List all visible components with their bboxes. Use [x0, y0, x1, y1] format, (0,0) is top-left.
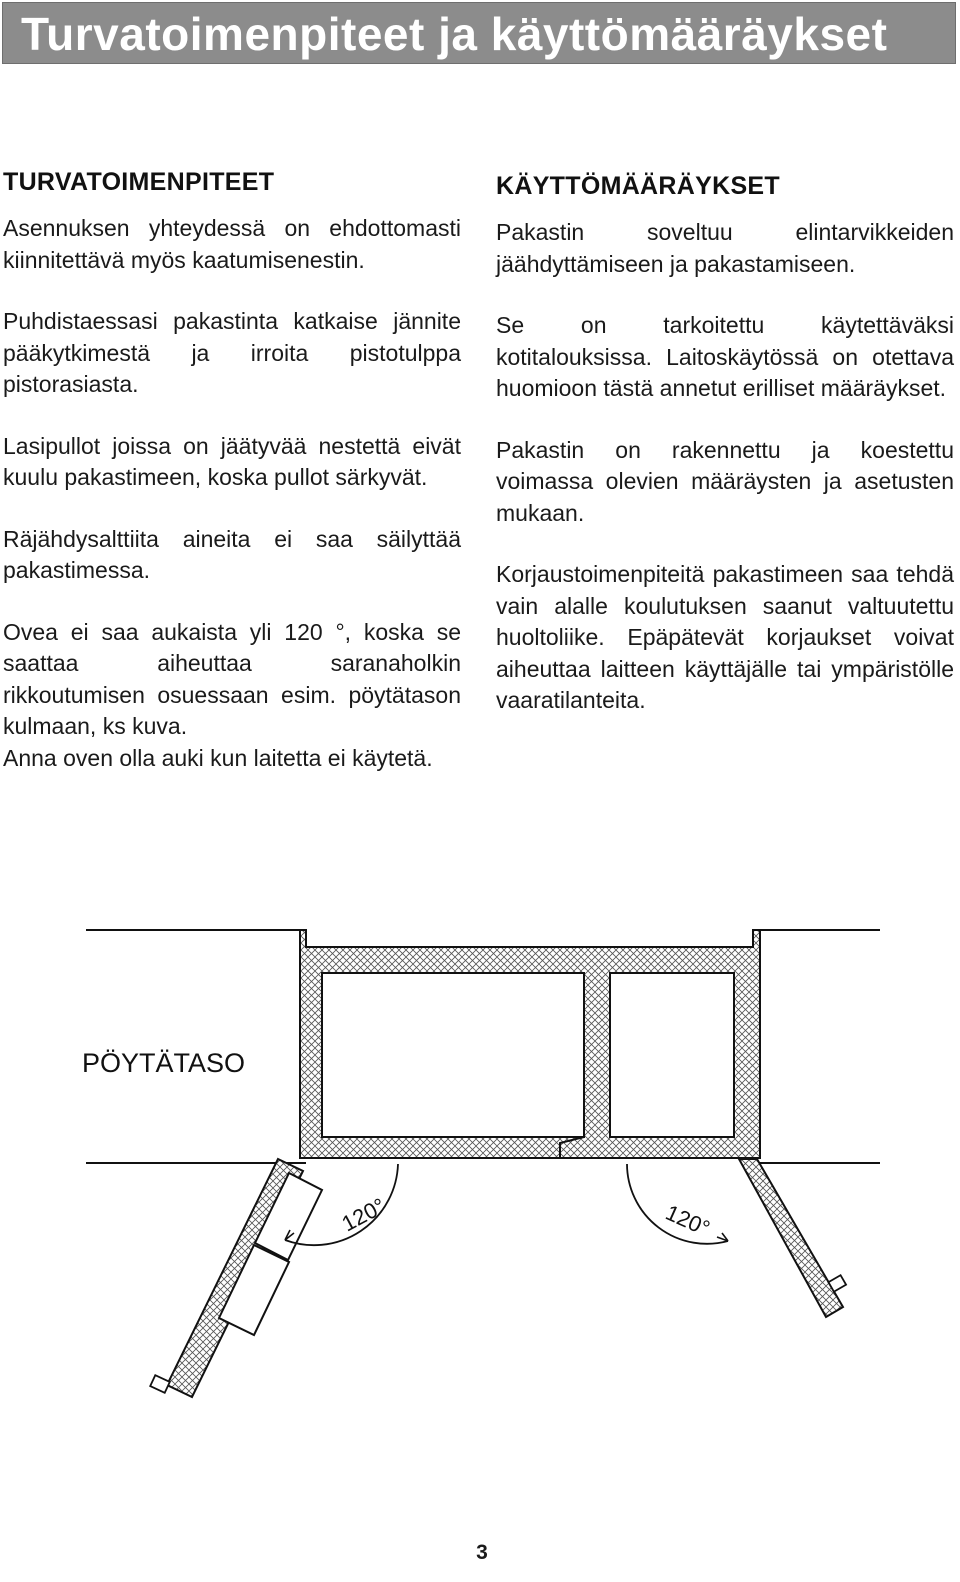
safety-section [3, 168, 461, 804]
countertop-label: PÖYTÄTASO [82, 1048, 246, 1078]
safety-paragraph: Anna oven olla auki kun laitetta ei käytetä. [3, 744, 433, 771]
safety-heading: TURVATOIMENPITEET [3, 168, 275, 196]
page-number: 3 [476, 1541, 488, 1564]
angle-label-right: 120° [661, 1199, 714, 1242]
door-opening-diagram [0, 915, 960, 1435]
freezer-cabinet [300, 930, 760, 1158]
right-door [739, 1159, 846, 1317]
usage-section [496, 172, 954, 747]
angle-label-left: 120° [337, 1192, 390, 1237]
usage-paragraph: Pakastin soveltuu elintarvikkeiden jäähdyttämiseen ja pakastamiseen. [496, 219, 954, 277]
header-bar [2, 2, 956, 64]
usage-paragraph: Se on tarkoitettu käytettäväksi kotitalouksissa. Laitoskäytössä on otettava huomioon tästä annetut erilliset määräykset. [496, 312, 954, 401]
left-door [150, 1159, 322, 1397]
safety-paragraph: Asennuksen yhteydessä on ehdottomasti kiinnitettävä myös kaatumisenestin. [3, 215, 461, 273]
safety-paragraph: Ovea ei saa aukaista yli 120 °, koska se saattaa aiheuttaa saranaholkin rikkoutumisen osuessaan esim. pöytätason kulmaan, ks kuva. [3, 618, 461, 739]
usage-paragraph: Korjaustoimenpiteitä pakastimeen saa tehdä vain alalle koulutuksen saanut valtuutettu huoltoliike. Epäpätevät korjaukset voivat aiheuttaa laitteen käyttäjälle tai ympäristölle vaaratilanteita. [496, 561, 954, 713]
safety-paragraph: Lasipullot joissa on jäätyvää nestettä eivät kuulu pakastimeen, koska pullot särkyvät. [3, 432, 461, 490]
usage-heading: KÄYTTÖMÄÄRÄYKSET [496, 172, 780, 200]
page-title: Turvatoimenpiteet ja käyttömääräykset [21, 8, 888, 60]
safety-paragraph: Puhdistaessasi pakastinta katkaise jännite pääkytkimestä ja irroita pistotulppa pistorasiasta. [3, 308, 461, 397]
usage-paragraph: Pakastin on rakennettu ja koestettu voimassa olevien määräysten ja asetusten mukaan. [496, 436, 954, 526]
safety-paragraph: Räjähdysalttiita aineita ei saa säilyttää pakastimessa. [3, 525, 461, 583]
